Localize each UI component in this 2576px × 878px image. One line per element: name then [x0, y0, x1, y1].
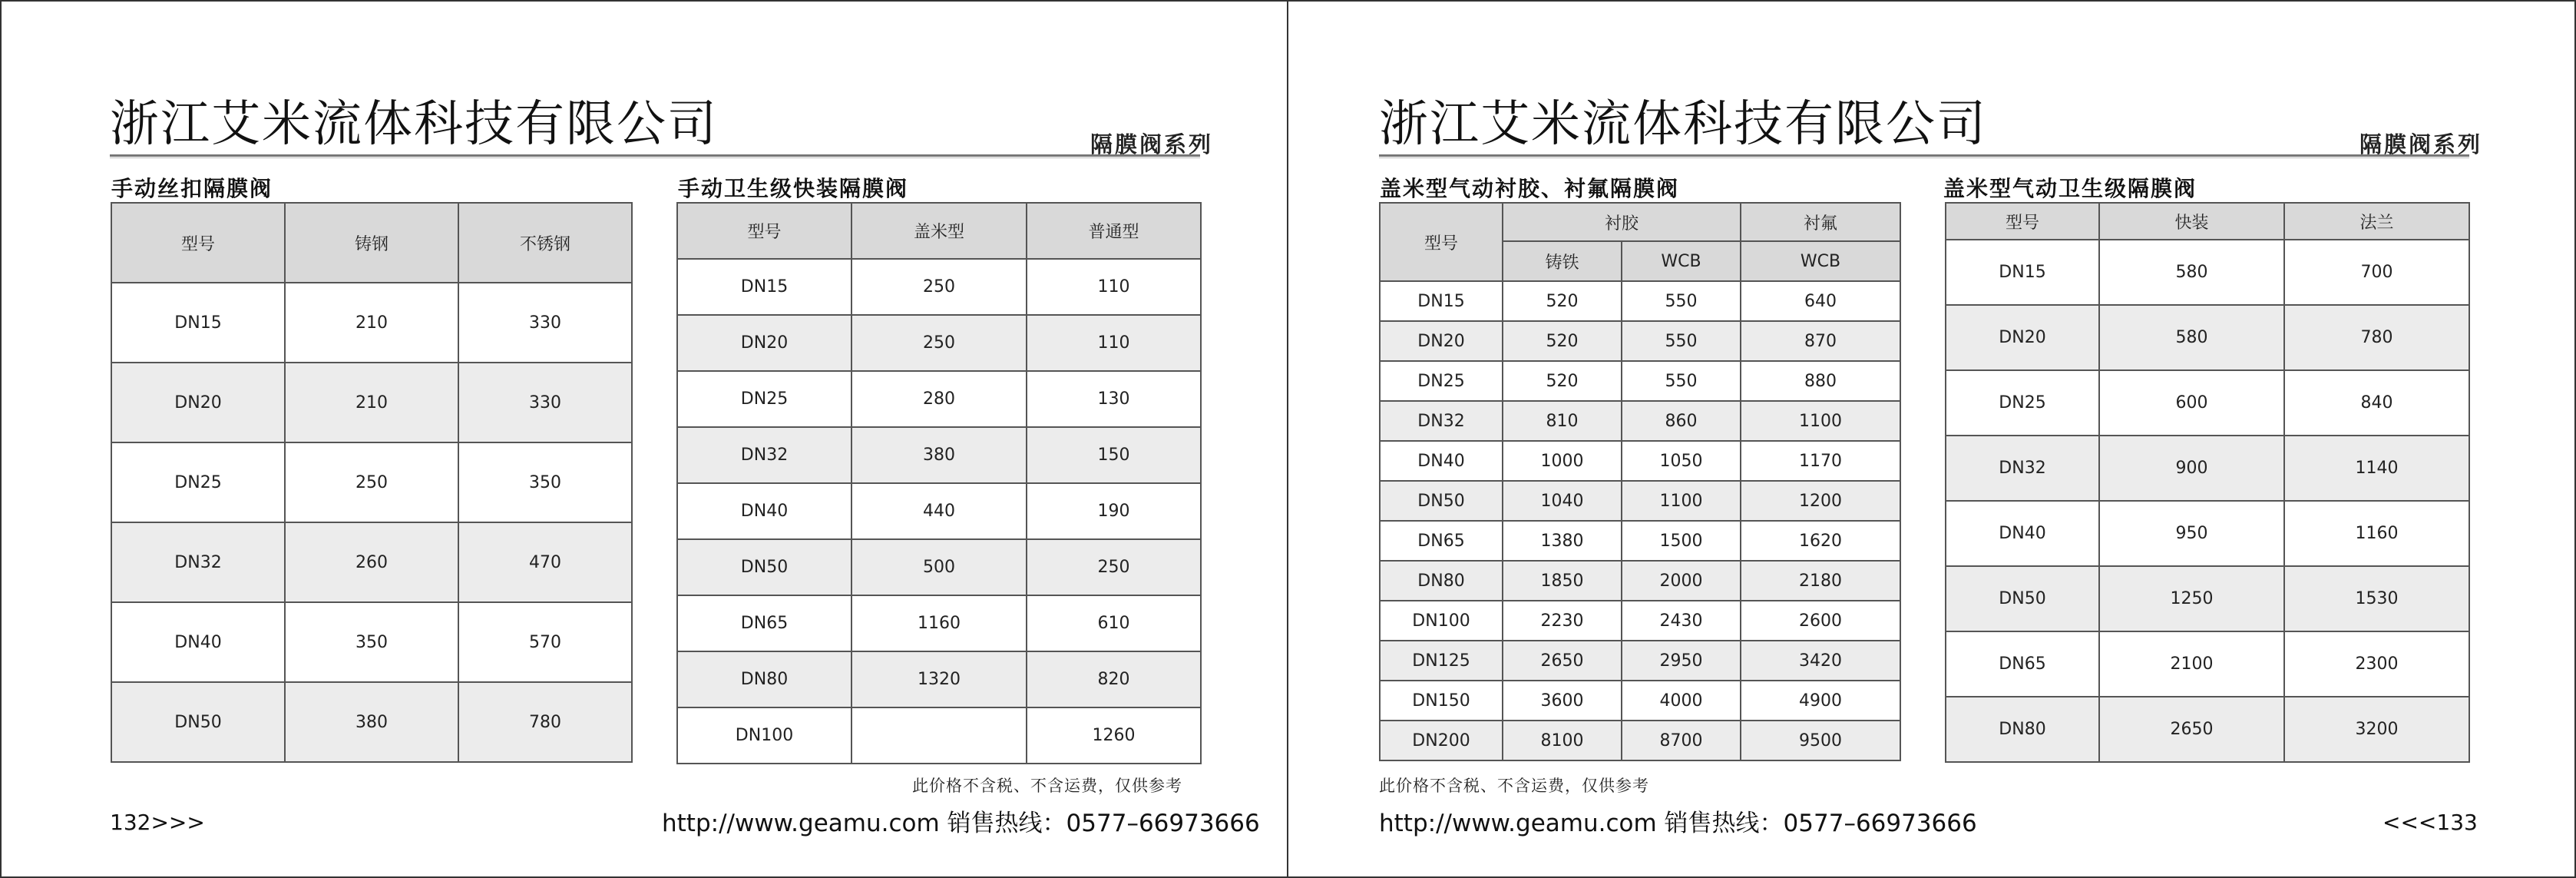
table-row: [1380, 601, 1900, 641]
price-cell: 2100: [2099, 631, 2284, 697]
price-cell: 110: [1027, 259, 1201, 315]
price-cell: 1380: [1503, 521, 1622, 561]
price-cell: 250: [285, 442, 458, 522]
price-cell: 440: [852, 483, 1027, 539]
header-cell: 型号: [1380, 203, 1503, 281]
model-cell: DN40: [1380, 441, 1503, 481]
price-cell: 380: [285, 682, 458, 762]
table-row: [677, 427, 1201, 483]
price-cell: 350: [458, 442, 632, 522]
model-cell: DN80: [1946, 697, 2099, 762]
model-cell: DN100: [1380, 601, 1503, 641]
header-cell: 型号: [677, 203, 852, 259]
header-cell: 普通型: [1027, 203, 1201, 259]
price-cell: 1170: [1741, 441, 1900, 481]
table-row: [111, 283, 632, 363]
price-cell: 580: [2099, 305, 2284, 370]
price-cell: 1040: [1503, 481, 1622, 521]
table-row: [677, 539, 1201, 595]
price-cell: 700: [2284, 240, 2469, 305]
model-cell: DN50: [1946, 566, 2099, 631]
header-cell: WCB: [1622, 241, 1741, 281]
model-cell: DN15: [677, 259, 852, 315]
model-cell: DN32: [677, 427, 852, 483]
price-cell: 250: [852, 259, 1027, 315]
model-cell: DN25: [1380, 361, 1503, 401]
price-cell: 1200: [1741, 481, 1900, 521]
model-cell: DN150: [1380, 681, 1503, 721]
price-cell: 2600: [1741, 601, 1900, 641]
price-cell: 550: [1622, 361, 1741, 401]
price-cell: 470: [458, 522, 632, 602]
price-cell: 780: [458, 682, 632, 762]
price-cell: 3420: [1741, 641, 1900, 681]
header-cell: 型号: [1946, 203, 2099, 240]
price-cell: 1260: [1027, 707, 1201, 764]
model-cell: DN20: [1946, 305, 2099, 370]
header-cell: 衬胶: [1503, 203, 1741, 241]
price-cell: 820: [1027, 651, 1201, 707]
price-cell: 210: [285, 283, 458, 363]
price-cell: [852, 707, 1027, 764]
price-cell: 130: [1027, 371, 1201, 427]
model-cell: DN65: [677, 595, 852, 651]
table-row: [1946, 305, 2469, 370]
model-cell: DN32: [111, 522, 285, 602]
series-label: 隔膜阀系列: [2359, 131, 2483, 157]
model-cell: DN100: [677, 707, 852, 764]
price-cell: 1160: [2284, 501, 2469, 566]
model-cell: DN32: [1946, 436, 2099, 501]
price-cell: 950: [2099, 501, 2284, 566]
price-cell: 250: [852, 315, 1027, 371]
price-note: 此价格不含税、不含运费，仅供参考: [1379, 777, 1649, 795]
table-row: [1380, 641, 1900, 681]
price-cell: 2950: [1622, 641, 1741, 681]
price-cell: 2180: [1741, 561, 1900, 601]
table-row: [677, 371, 1201, 427]
price-cell: 2430: [1622, 601, 1741, 641]
model-cell: DN25: [111, 442, 285, 522]
price-cell: 840: [2284, 370, 2469, 436]
price-note: 此价格不含税、不含运费，仅供参考: [912, 777, 1182, 795]
price-cell: 1620: [1741, 521, 1900, 561]
table3-title: 盖米型气动衬胶、衬氟隔膜阀: [1380, 176, 1680, 201]
model-cell: DN80: [677, 651, 852, 707]
price-cell: 330: [458, 363, 632, 442]
price-cell: 500: [852, 539, 1027, 595]
price-cell: 350: [285, 602, 458, 682]
series-label: 隔膜阀系列: [1090, 131, 1214, 157]
price-cell: 330: [458, 283, 632, 363]
table-row: [1380, 361, 1900, 401]
table-manual-threaded: [111, 202, 633, 763]
price-cell: 2000: [1622, 561, 1741, 601]
header-rule: [110, 154, 1200, 158]
table-row: [677, 651, 1201, 707]
price-cell: 110: [1027, 315, 1201, 371]
price-cell: 570: [458, 602, 632, 682]
table-row: [1946, 436, 2469, 501]
price-cell: 870: [1741, 321, 1900, 361]
price-cell: 1500: [1622, 521, 1741, 561]
price-cell: 900: [2099, 436, 2284, 501]
price-cell: 4900: [1741, 681, 1900, 721]
model-cell: DN15: [1946, 240, 2099, 305]
table-row: [677, 707, 1201, 764]
company-name: 浙江艾米流体科技有限公司: [1379, 96, 1987, 153]
model-cell: DN25: [1946, 370, 2099, 436]
page-number: <<<133: [2383, 810, 2478, 835]
model-cell: DN80: [1380, 561, 1503, 601]
price-cell: 520: [1503, 321, 1622, 361]
price-cell: 1000: [1503, 441, 1622, 481]
price-cell: 1530: [2284, 566, 2469, 631]
price-cell: 380: [852, 427, 1027, 483]
table-row: [111, 682, 632, 762]
table-row: [111, 442, 632, 522]
model-cell: DN20: [1380, 321, 1503, 361]
header-cell: 不锈钢: [458, 203, 632, 283]
model-cell: DN15: [111, 283, 285, 363]
model-cell: DN20: [111, 363, 285, 442]
price-cell: 810: [1503, 401, 1622, 441]
model-cell: DN40: [111, 602, 285, 682]
table-row: [1380, 681, 1900, 721]
header-cell: 法兰: [2284, 203, 2469, 240]
table-header-row: [111, 203, 632, 283]
model-cell: DN50: [677, 539, 852, 595]
price-cell: 210: [285, 363, 458, 442]
price-cell: 3600: [1503, 681, 1622, 721]
price-cell: 1100: [1622, 481, 1741, 521]
price-cell: 580: [2099, 240, 2284, 305]
table-header-row: [1380, 203, 1900, 241]
price-cell: 1320: [852, 651, 1027, 707]
price-cell: 2650: [1503, 641, 1622, 681]
table-row: [1946, 501, 2469, 566]
table-row: [1946, 697, 2469, 762]
table4-title: 盖米型气动卫生级隔膜阀: [1943, 176, 2197, 201]
table-row: [1380, 401, 1900, 441]
price-cell: 250: [1027, 539, 1201, 595]
table-row: [1380, 481, 1900, 521]
price-cell: 8700: [1622, 721, 1741, 760]
table-row: [111, 522, 632, 602]
price-cell: 520: [1503, 281, 1622, 321]
price-cell: 150: [1027, 427, 1201, 483]
price-cell: 880: [1741, 361, 1900, 401]
table-row: [1380, 721, 1900, 760]
header-cell: 型号: [111, 203, 285, 283]
price-cell: 550: [1622, 281, 1741, 321]
table-row: [1380, 441, 1900, 481]
price-cell: 190: [1027, 483, 1201, 539]
price-cell: 280: [852, 371, 1027, 427]
table-row: [677, 483, 1201, 539]
table1-title: 手动丝扣隔膜阀: [111, 176, 273, 201]
table-row: [1946, 240, 2469, 305]
price-cell: 8100: [1503, 721, 1622, 760]
table-header-row: [1946, 203, 2469, 240]
table-row: [677, 595, 1201, 651]
table-row: [1946, 370, 2469, 436]
model-cell: DN25: [677, 371, 852, 427]
price-cell: 2650: [2099, 697, 2284, 762]
price-cell: 550: [1622, 321, 1741, 361]
price-cell: 2230: [1503, 601, 1622, 641]
table-header-row: [677, 203, 1201, 259]
table-row: [1380, 281, 1900, 321]
header-cell: 快装: [2099, 203, 2284, 240]
header-cell: 盖米型: [852, 203, 1027, 259]
table2-title: 手动卫生级快装隔膜阀: [678, 176, 909, 201]
table-row: [677, 315, 1201, 371]
model-cell: DN65: [1380, 521, 1503, 561]
price-cell: 1050: [1622, 441, 1741, 481]
price-cell: 600: [2099, 370, 2284, 436]
contact-line[interactable]: http://www.geamu.com 销售热线：0577–66973666: [662, 810, 1260, 837]
table-row: [1380, 321, 1900, 361]
header-rule: [1379, 154, 2469, 158]
model-cell: DN200: [1380, 721, 1503, 760]
table-row: [1946, 566, 2469, 631]
header-cell: 铸钢: [285, 203, 458, 283]
model-cell: DN32: [1380, 401, 1503, 441]
page-number: 132>>>: [110, 810, 205, 835]
table-row: [677, 259, 1201, 315]
price-cell: 1140: [2284, 436, 2469, 501]
price-cell: 2300: [2284, 631, 2469, 697]
model-cell: DN50: [1380, 481, 1503, 521]
table-row: [1946, 631, 2469, 697]
header-cell: WCB: [1741, 241, 1900, 281]
model-cell: DN50: [111, 682, 285, 762]
price-cell: 610: [1027, 595, 1201, 651]
table-row: [1380, 561, 1900, 601]
price-cell: 860: [1622, 401, 1741, 441]
model-cell: DN40: [1946, 501, 2099, 566]
price-cell: 1250: [2099, 566, 2284, 631]
contact-line[interactable]: http://www.geamu.com 销售热线：0577–66973666: [1379, 810, 1977, 837]
model-cell: DN65: [1946, 631, 2099, 697]
header-cell: 衬氟: [1741, 203, 1900, 241]
price-cell: 520: [1503, 361, 1622, 401]
company-name: 浙江艾米流体科技有限公司: [110, 96, 718, 153]
price-cell: 9500: [1741, 721, 1900, 760]
table-row: [111, 363, 632, 442]
price-cell: 260: [285, 522, 458, 602]
price-cell: 780: [2284, 305, 2469, 370]
model-cell: DN15: [1380, 281, 1503, 321]
model-cell: DN125: [1380, 641, 1503, 681]
table-pneumatic-sanitary: [1945, 202, 2470, 763]
table-pneumatic-lined: [1379, 202, 1901, 761]
price-cell: 1100: [1741, 401, 1900, 441]
table-manual-sanitary: [676, 202, 1202, 764]
model-cell: DN20: [677, 315, 852, 371]
table-row: [1380, 521, 1900, 561]
price-cell: 1850: [1503, 561, 1622, 601]
model-cell: DN40: [677, 483, 852, 539]
right-page: [1288, 0, 2576, 878]
table-row: [111, 602, 632, 682]
header-cell: 铸铁: [1503, 241, 1622, 281]
price-cell: 1160: [852, 595, 1027, 651]
price-cell: 3200: [2284, 697, 2469, 762]
price-cell: 4000: [1622, 681, 1741, 721]
price-cell: 640: [1741, 281, 1900, 321]
